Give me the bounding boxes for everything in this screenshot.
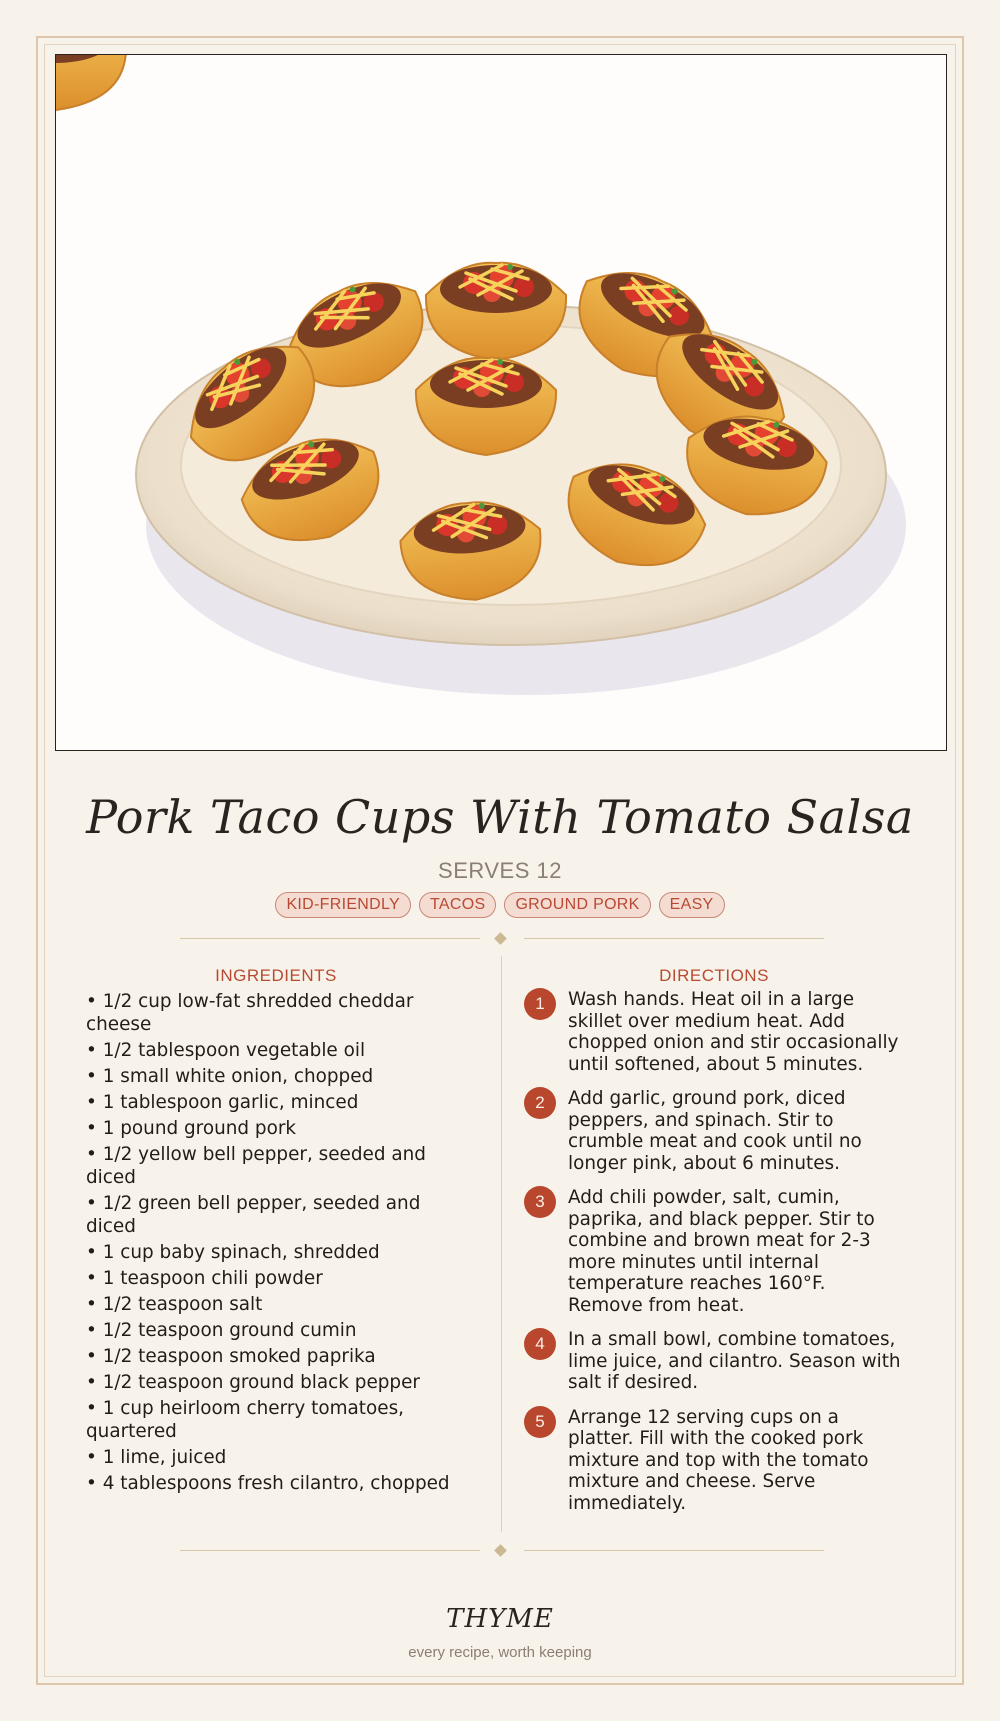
- ingredient-item: • 1 pound ground pork: [86, 1118, 297, 1139]
- ingredient-item: • 1/2 teaspoon smoked paprika: [86, 1346, 376, 1367]
- tag-badge[interactable]: GROUND PORK: [504, 892, 650, 918]
- ingredient-item: • 1/2 teaspoon ground black pepper: [86, 1372, 420, 1393]
- ingredient-item: • 1/2 teaspoon salt: [86, 1294, 263, 1315]
- direction-step: [524, 1186, 904, 1316]
- ingredient-item: • 1/2 cup low-fat shredded cheddar cheese: [86, 991, 414, 1035]
- step-number-badge: 5: [524, 1406, 556, 1438]
- direction-step: [524, 1087, 904, 1174]
- tag-badge[interactable]: TACOS: [419, 892, 496, 918]
- recipe-title: Pork Taco Cups With Tomato Salsa: [86, 790, 914, 844]
- section-divider-bottom: [180, 1544, 824, 1558]
- ingredient-item: • 1 cup heirloom cherry tomatoes, quartered: [86, 1398, 405, 1442]
- step-text: Wash hands. Heat oil in a large skillet over medium heat. Add chopped onion and stir occasionally until softened, about 5 minutes.: [568, 989, 899, 1075]
- step-number-badge: 1: [524, 988, 556, 1020]
- step-text: In a small bowl, combine tomatoes, lime juice, and cilantro. Season with salt if desired.: [568, 1329, 901, 1393]
- servings-label: SERVES 12: [438, 858, 562, 883]
- ingredient-item: • 1/2 yellow bell pepper, seeded and diced: [86, 1144, 426, 1188]
- direction-step: [524, 988, 904, 1075]
- directions-list: [524, 988, 904, 1526]
- direction-step: [524, 1328, 904, 1394]
- taco-cups-illustration: [56, 55, 947, 751]
- step-text: Arrange 12 serving cups on a platter. Fill with the cooked pork mixture and top with the tomato mixture and cheese. Serve immediately.: [568, 1406, 869, 1514]
- diamond-ornament-icon: [494, 1544, 507, 1557]
- ingredient-item: • 1/2 teaspoon ground cumin: [86, 1320, 357, 1341]
- ingredient-item: • 1 lime, juiced: [86, 1447, 227, 1468]
- direction-step: [524, 1406, 904, 1515]
- step-number-badge: 4: [524, 1328, 556, 1360]
- ingredient-item: • 1 teaspoon chili powder: [86, 1268, 323, 1289]
- tag-badge[interactable]: EASY: [659, 892, 725, 918]
- ingredient-item: • 1/2 green bell pepper, seeded and diced: [86, 1193, 421, 1237]
- recipe-card: [36, 36, 964, 1685]
- ingredients-list: [86, 990, 466, 1498]
- ingredient-item: • 1/2 tablespoon vegetable oil: [86, 1040, 366, 1061]
- step-text: Add chili powder, salt, cumin, paprika, and black pepper. Stir to combine and brown meat for 2-3 more minutes until internal temperature reaches 160°F. Remove from heat.: [568, 1187, 875, 1316]
- diamond-ornament-icon: [494, 932, 507, 945]
- ingredient-item: • 1 small white onion, chopped: [86, 1066, 374, 1087]
- brand-tagline: every recipe, worth keeping: [408, 1644, 592, 1661]
- ingredient-item: • 1 tablespoon garlic, minced: [86, 1092, 359, 1113]
- brand-logo-text: THYME: [446, 1604, 554, 1634]
- tag-badge[interactable]: KID-FRIENDLY: [275, 892, 411, 918]
- ingredient-item: • 1 cup baby spinach, shredded: [86, 1242, 380, 1263]
- column-divider: [501, 956, 502, 1532]
- recipe-photo: [55, 54, 947, 751]
- tag-list: [38, 892, 962, 918]
- step-number-badge: 3: [524, 1186, 556, 1218]
- ingredients-heading: INGREDIENTS: [215, 966, 337, 985]
- ingredient-item: • 4 tablespoons fresh cilantro, chopped: [86, 1473, 450, 1494]
- directions-heading: DIRECTIONS: [659, 966, 769, 985]
- step-number-badge: 2: [524, 1087, 556, 1119]
- step-text: Add garlic, ground pork, diced peppers, and spinach. Stir to crumble meat and cook until no longer pink, about 6 minutes.: [568, 1088, 862, 1174]
- section-divider-top: [180, 932, 824, 946]
